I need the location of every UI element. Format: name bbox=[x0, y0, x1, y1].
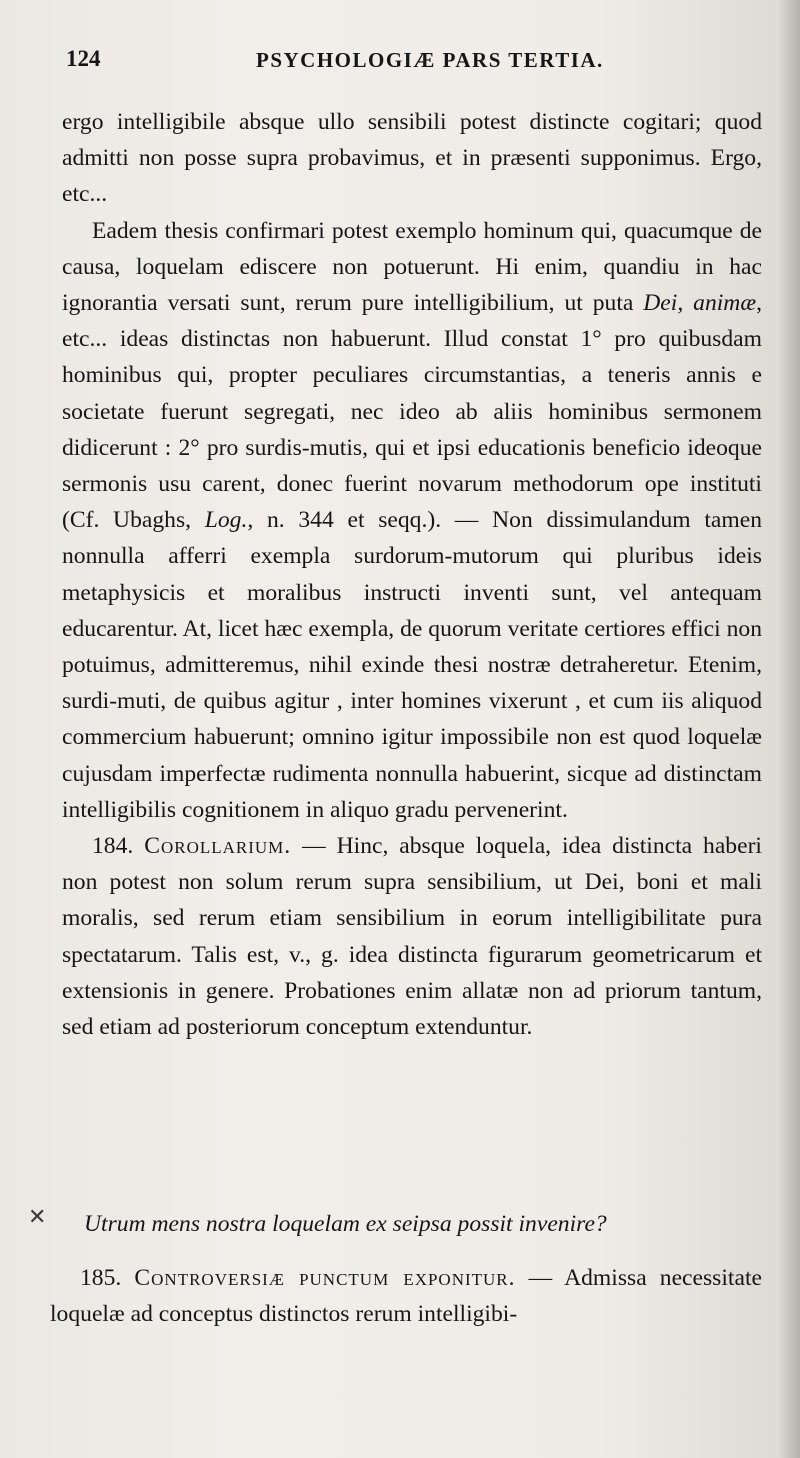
paragraph-text: Eadem thesis confirmari potest exemplo hominum qui, quacumque de causa, loquelam ediscere non potuerunt. Hi enim, quandiu in hac ignorantia versati sunt, rerum pure intelligibilium, ut puta bbox=[62, 217, 762, 317]
running-title: PSYCHOLOGIÆ PARS TERTIA. bbox=[256, 48, 604, 72]
page-number: 124 bbox=[66, 46, 101, 71]
paragraph-corollary bbox=[62, 828, 762, 1045]
paragraph-controversy bbox=[50, 1260, 762, 1332]
section-number: 185. bbox=[80, 1265, 122, 1291]
paragraph-thesis-example bbox=[62, 213, 762, 828]
italic-citation: Log. bbox=[204, 507, 248, 534]
paragraph-text: , etc... ideas distinctas non habuerunt. Illud constat 1° pro quibusdam hominibus qui, propter peculiares circumstantias, a teneris annis e societate fuerunt segregati, nec ideo ab aliis hominibus sermonem didicerunt : 2° pro surdis-mutis, qui et ipsi educationis beneficio ideoque sermonis usu carent, donec fuerint novarum methodorum ope instituti (Cf. Ubaghs, bbox=[62, 290, 762, 534]
section-label: Controversiæ punctum exponitur. bbox=[134, 1265, 516, 1291]
paragraph-text: , n. 344 et seqq.). — Non dissimulandum tamen nonnulla afferri exempla surdorum-mutorum qui pluribus ideis metaphysicis et moralibus instructi inventi sunt, vel antequam educarentur. At, licet hæc exempla, de quorum veritate certiores effici non potuimus, admitteremus, nihil exinde thesi nostræ detraheretur. Etenim, surdi-muti, de quibus agitur , inter homines vixerunt , et cum iis aliquod commercium habuerunt; omnino igitur impossibile non est quod loquelæ cujusdam imperfectæ rudimenta nonnulla habuerint, sicque ad distinctam intelligibilis cognitionem in aliquo gradu pervenerint. bbox=[62, 507, 762, 823]
paragraph-text: — Admissa necessitate loquelæ ad conceptus distinctos rerum intelligibi- bbox=[50, 1265, 762, 1328]
page-header bbox=[66, 46, 766, 86]
section-label: Corollarium. bbox=[144, 833, 292, 860]
body-text-continued bbox=[50, 1260, 762, 1332]
page-spine-shadow bbox=[778, 0, 800, 1458]
section-heading: Utrum mens nostra loquelam ex seipsa possit invenire? bbox=[84, 1211, 607, 1237]
italic-term: Dei, animæ bbox=[643, 290, 757, 317]
section-number: 184. bbox=[92, 833, 134, 860]
body-text bbox=[62, 104, 762, 1045]
paragraph-text: — Hinc, absque loquela, idea distincta haberi non potest non solum rerum supra sensibilium, ut Dei, boni et mali moralis, sed rerum etiam sensibilium in eorum intelligibilitate pura spectatarum. Talis est, v., g. idea distincta figurarum geometricarum et extensionis in genere. Probationes enim allatæ non ad priorum tantum, sed etiam ad posteriorum conceptum extenduntur. bbox=[62, 833, 762, 1041]
handwritten-cross-mark: ✕ bbox=[28, 1205, 47, 1230]
paragraph-continued: ergo intelligibile absque ullo sensibili potest distincte cogitari; quod admitti non posse supra probavimus, et in præsenti supponimus. Ergo, etc... bbox=[62, 109, 762, 208]
